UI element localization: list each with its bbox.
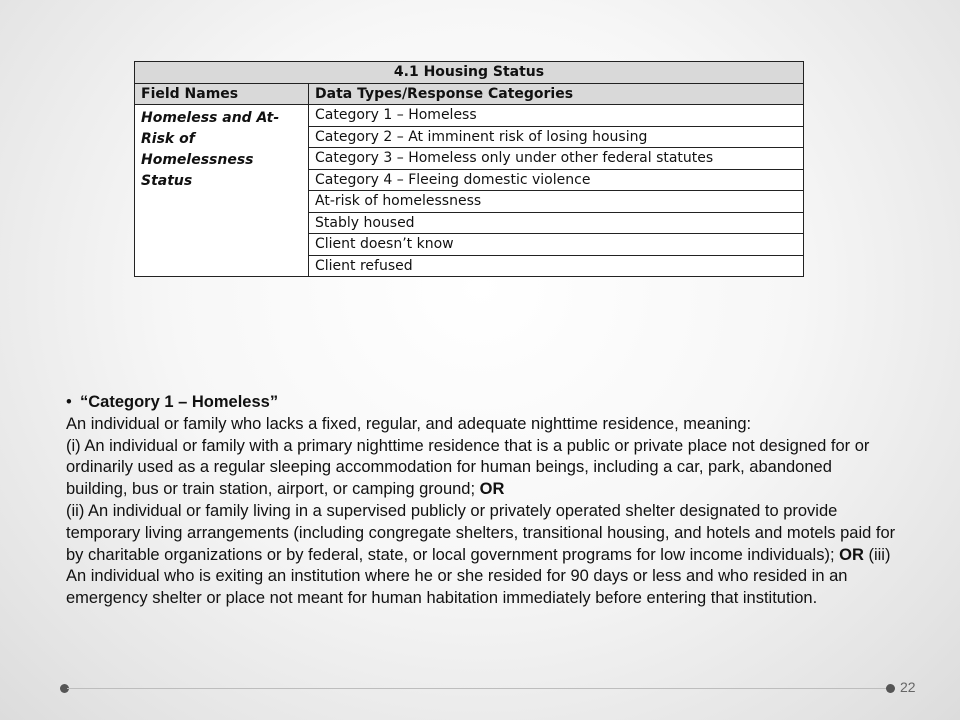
part1-text: (i) An individual or family with a primary nighttime residence that is a public or private place not designed for or ordinarily used as a regular sleeping accommodation for human beings, including a car, park, abandoned building, bus or train station, airport, or camping ground;: [66, 436, 870, 499]
bullet-title: “Category 1 – Homeless”: [80, 393, 279, 411]
page-number: 22: [900, 679, 916, 695]
intro-paragraph: An individual or family who lacks a fixed, regular, and adequate nighttime residence, meaning:: [66, 414, 752, 433]
or-conjunction: OR: [839, 545, 864, 564]
bullet-heading: [66, 392, 896, 414]
definition-part-2-3: [66, 501, 896, 610]
table-row: Category 2 – At imminent risk of losing housing: [309, 126, 804, 148]
table-row: Client doesn’t know: [309, 234, 804, 256]
housing-status-table: [134, 61, 804, 277]
table-row: Category 1 – Homeless: [309, 105, 804, 127]
footer-right-dot: [886, 684, 895, 693]
table-row: Stably housed: [309, 212, 804, 234]
field-name-cell: Homeless and At-Risk of Homelessness Status: [135, 105, 309, 277]
table-row: Category 4 – Fleeing domestic violence: [309, 169, 804, 191]
table-row: Category 3 – Homeless only under other federal statutes: [309, 148, 804, 170]
part3-text: (iii) An individual who is exiting an institution where he or she resided for 90 days or less and who resided in an emergency shelter or place not meant for human habitation immediately before entering that institution.: [66, 545, 891, 608]
table-row: At-risk of homelessness: [309, 191, 804, 213]
table-title: 4.1 Housing Status: [135, 62, 804, 84]
part2-text: (ii) An individual or family living in a supervised publicly or privately operated shelter designated to provide temporary living arrangements (including congregate shelters, transitional housing, and hotels and motels paid for by charitable organizations or by federal, state, or local government programs for low income individuals);: [66, 501, 896, 564]
header-field-names: Field Names: [135, 83, 309, 105]
bullet-icon: •: [66, 393, 72, 411]
footer-divider: [67, 688, 890, 689]
body-text: [66, 392, 896, 610]
or-conjunction: OR: [479, 480, 505, 499]
definition-part-1: [66, 436, 896, 501]
header-data-types: Data Types/Response Categories: [309, 83, 804, 105]
table-row: Client refused: [309, 255, 804, 277]
